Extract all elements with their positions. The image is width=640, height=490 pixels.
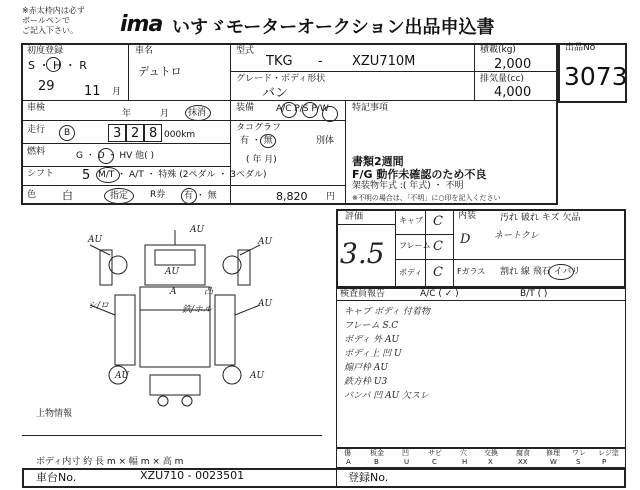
interior-grade: D [460, 232, 471, 247]
inspector-note: ボディ 外 AU [344, 335, 400, 345]
tachograph-label: タコグラフ [236, 123, 282, 133]
equipment-label: 装備 [236, 103, 255, 113]
frame-grade: C [433, 239, 443, 254]
mileage-marker: B [64, 128, 71, 138]
mileage-digit: 3 [113, 126, 122, 141]
circle-mark [302, 102, 318, 118]
legend-code: A [346, 458, 351, 466]
shift-value: 5 [82, 168, 91, 183]
circle-mark [96, 167, 120, 183]
inspector-bt: B/T ( ) [520, 289, 548, 299]
inspection-label: 車検 [27, 103, 46, 113]
damage-mark: AU [115, 371, 130, 381]
cab-side-right [238, 250, 250, 285]
legend-code: H [462, 458, 468, 466]
grade-body-label: グレード・ボディ形状 [236, 74, 326, 84]
cargo-body-outline [140, 287, 213, 367]
inspector-note: フレーム S.C [344, 321, 399, 331]
inspection-value: 抹消 [188, 108, 207, 118]
circle-mark [104, 188, 134, 204]
body-grade: C [433, 265, 443, 280]
tachograph-date: ( 年 月) [246, 155, 277, 165]
fuel-label: 燃料 [27, 147, 46, 157]
row-divider [21, 166, 230, 167]
model-type-code: XZU710M [352, 54, 416, 69]
special-note-footnote: ※不明の場合は、「不明」に○印を記入ください [352, 194, 501, 202]
inspector-ac: A/C ( ✓ ) [420, 289, 459, 299]
color-designated: 指定 [110, 191, 129, 201]
evaluation-score: 3.5 [340, 237, 385, 270]
damage-mark: AU [258, 237, 273, 247]
lot-number-label: 出品No [565, 43, 596, 53]
ima-logo: ima [120, 12, 163, 37]
chassis-number: XZU710 - 0023501 [140, 469, 245, 482]
damage-mark: AU [190, 225, 205, 235]
cab-side-left [100, 250, 112, 285]
inspector-note: 煽戸枠 AU [344, 363, 388, 373]
body-type: バン [262, 86, 289, 101]
row-divider [395, 234, 453, 235]
displacement-value: 4,000 [494, 85, 532, 100]
damage-mark: AU [258, 299, 273, 309]
circle-mark [98, 148, 114, 164]
registration-month: 11 [84, 84, 101, 99]
cab-grade: C [433, 214, 443, 229]
inspector-note: バンパ 凹 AU 欠スレ [344, 391, 430, 401]
col-divider [345, 100, 346, 205]
upper-body-info-label: 上物情報 [36, 409, 73, 419]
shift-options: M/T ・ A/T ・ 特殊 (2ペダル ・ 3ペダル) [98, 170, 267, 180]
interior-note: ネートクレ [494, 231, 539, 241]
mileage-unit: 000km [164, 130, 196, 140]
special-note-line-1: 書類2週間 [352, 155, 404, 168]
header-note-line-1: ※赤太枠内は必ず [22, 6, 85, 15]
form-title: いすゞモーターオークション出品申込書 [172, 17, 495, 38]
lot-number: 3073 [564, 62, 628, 91]
damage-mark: AU [88, 235, 103, 245]
legend-code: B [374, 458, 379, 466]
damage-mark: シ/ロ [88, 301, 110, 311]
windshield-outline [155, 250, 195, 265]
displacement-label: 排気量(cc) [480, 74, 524, 84]
model-type-prefix: TKG [266, 54, 293, 69]
damage-mark: 凸 [204, 287, 214, 297]
inspection-year-unit: 年 [122, 109, 132, 119]
rear-right-wheel [223, 366, 241, 384]
legend-label: 交換 [484, 449, 498, 457]
model-type-label: 型式 [236, 46, 255, 56]
legend-code: U [404, 458, 410, 466]
fuel-options: G ・ D ・ HV 他( ) [76, 151, 155, 161]
col-divider [128, 43, 129, 100]
equipment-marks: A/C P/S P/W [276, 104, 329, 114]
windshield-label: Fガラス [457, 267, 486, 276]
row-divider [21, 100, 558, 101]
row-divider [21, 143, 230, 144]
circle-mark [181, 188, 197, 204]
capacity-value: 2,000 [494, 57, 532, 72]
circle-mark [260, 134, 276, 148]
special-note-line-3: 架装物年式 :( 年式) ・ 不明 [352, 181, 464, 191]
era-options: S ・ H ・ R [28, 59, 87, 72]
inspector-report-label: 検査員報告 [340, 289, 386, 299]
cab-label: キャブ [399, 216, 423, 225]
circle-mark [322, 106, 338, 122]
damage-mark: 鉄/ホル [182, 305, 213, 315]
windshield-options: 割れ 線 飛石 イバリ [500, 267, 581, 277]
recycle-unit: 円 [326, 192, 336, 202]
interior-label: 内装 [458, 211, 477, 221]
row-divider [336, 224, 395, 225]
row-divider [336, 300, 626, 301]
legend-code: X [488, 458, 493, 466]
legend-code: XX [518, 458, 528, 466]
col-divider [395, 209, 396, 288]
damage-mark: AU [165, 267, 180, 277]
legend-label: ワレ [572, 449, 586, 457]
rear-bumper-outline [150, 375, 200, 395]
legend-code: W [550, 458, 557, 466]
damage-mark: A [170, 287, 177, 297]
color-value: 白 [62, 189, 73, 202]
col-divider [336, 468, 337, 488]
body-inner-dimensions: ボディ内寸 約 長 m × 幅 m × 高 m [36, 457, 184, 467]
special-note-line-2: F/G 動作未確認のため不良 [352, 168, 487, 181]
model-name-label: 車名 [135, 46, 154, 56]
legend-label: 傷 [344, 449, 351, 457]
col-divider [230, 100, 231, 205]
legend-label: 板金 [370, 449, 384, 457]
evaluation-label: 評価 [345, 212, 364, 222]
special-notes-label: 特記事項 [352, 103, 389, 113]
legend-label: 修理 [546, 449, 560, 457]
mileage-digit: 8 [149, 126, 158, 141]
circle-mark [281, 102, 297, 118]
row-divider [22, 435, 322, 436]
damage-mark: AU [250, 371, 265, 381]
model-name: デュトロ [138, 65, 182, 78]
model-type-dash: - [318, 54, 323, 69]
inspector-note: ボディ上 凹 U [344, 349, 402, 359]
recycle-label: R券 [150, 190, 166, 200]
inspector-note: キャブ ボディ 付着物 [344, 307, 431, 317]
circle-mark [59, 125, 75, 141]
circle-mark [548, 264, 574, 280]
header-note-line-3: ご記入下さい。 [22, 26, 78, 35]
legend-code: S [576, 458, 581, 466]
legend-label: 腐食 [516, 449, 530, 457]
recycle-amount: 8,820 [276, 190, 308, 203]
footer-frame [22, 468, 626, 488]
color-label: 色 [27, 190, 37, 200]
interior-options: 汚れ 破れ キズ 欠品 [500, 213, 581, 223]
inspector-note: 鉄方枠 U3 [344, 377, 388, 387]
month-unit: 月 [112, 87, 122, 97]
capacity-label: 積載(kg) [480, 45, 516, 55]
tachograph-separate: 別体 [316, 136, 335, 146]
legend-label: 凹 [402, 449, 409, 457]
circle-mark [46, 57, 61, 72]
legend-code: P [602, 458, 607, 466]
legend-code: C [432, 458, 437, 466]
legend-label: レジ塗 [598, 449, 619, 457]
cargo-side-right [215, 295, 235, 365]
cargo-side-left [115, 295, 135, 365]
mileage-label: 走行 [27, 125, 46, 135]
legend-label: サビ [428, 449, 442, 457]
chassis-number-label: 車台No. [36, 471, 77, 484]
circle-mark [185, 105, 211, 121]
registration-number-label: 登録No. [348, 471, 389, 484]
row-divider [395, 259, 626, 260]
recycle-options: 有 ・ 無 [184, 191, 217, 201]
first-registration-label: 初度登録 [27, 46, 64, 56]
shift-label: シフト [27, 169, 55, 179]
legend-label: 穴 [460, 449, 467, 457]
tachograph-options: 有 ・ 無 [240, 136, 273, 146]
header-note-line-2: ボールペンで [22, 16, 70, 25]
registration-year: 29 [38, 79, 55, 94]
row-divider [21, 185, 345, 186]
mileage-digit: 2 [131, 126, 140, 141]
col-divider [453, 209, 454, 288]
body-label: ボディ [399, 268, 423, 277]
frame-label: フレーム [399, 241, 431, 250]
inspection-month-unit: 月 [160, 109, 170, 119]
